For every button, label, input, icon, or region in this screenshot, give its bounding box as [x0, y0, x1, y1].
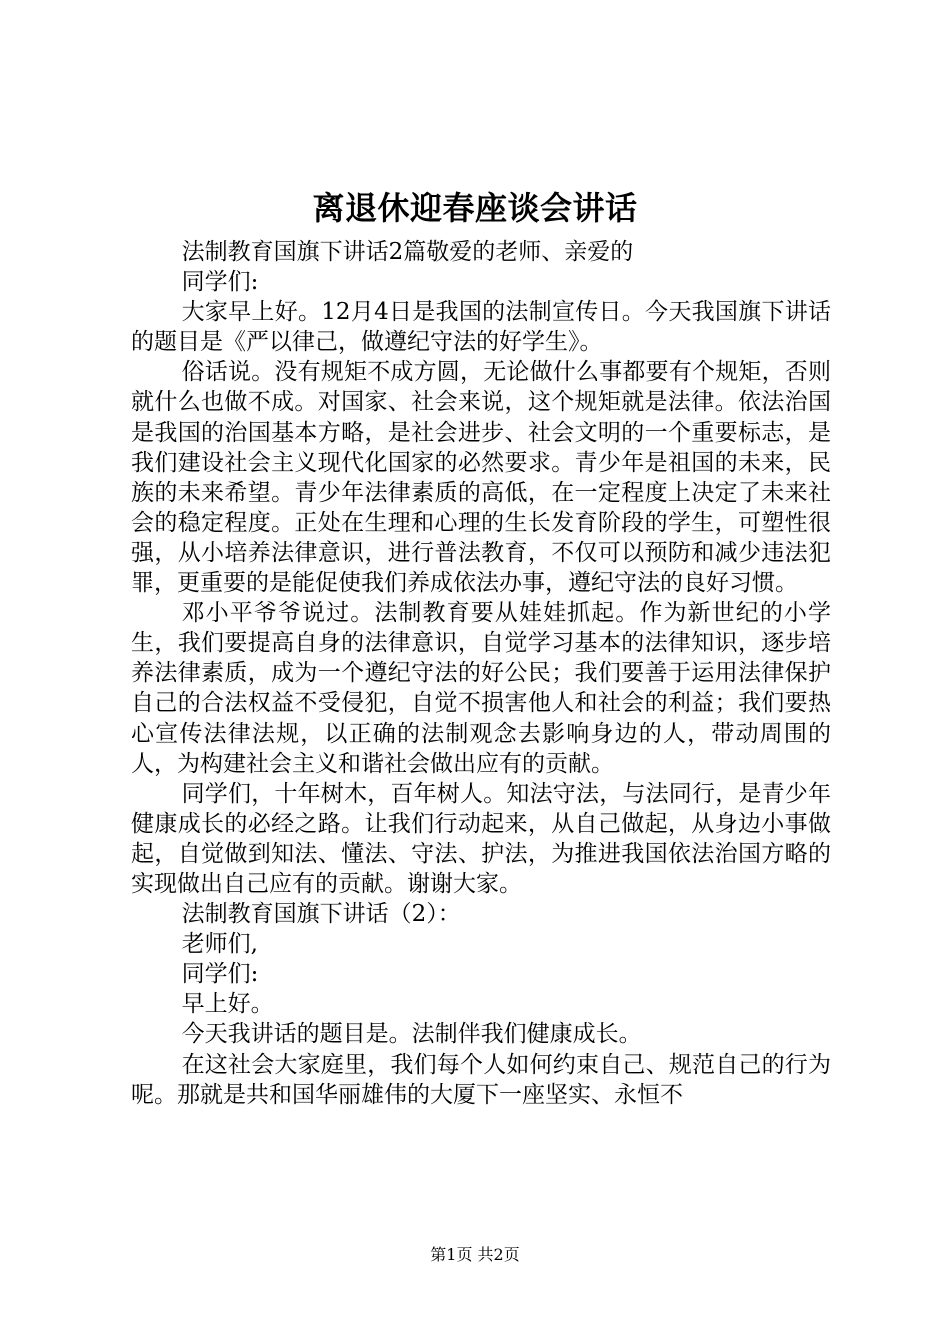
document-title: 离退休迎春座谈会讲话 [312, 189, 638, 227]
paragraph-7: 法制教育国旗下讲话（2）： [181, 901, 461, 928]
document-body [131, 237, 831, 1110]
paragraph-2: 同学们: [181, 269, 259, 296]
page-footer: 第1页 共2页 [430, 1245, 520, 1264]
paragraph-5: 邓小平爷爷说过。法制教育要从娃娃抓起。作为新世纪的小学生，我们要提高自身的法律意识，自觉学习基本的法律知识，逐步培养法律素质，成为一个遵纪守法的好公民；我们要善于运用法律保护自己的合法权益不受侵犯，自觉不损害他人和社会的利益；我们要热心宣传法律法规，以正确的法制观念去影响身边的人，带动周围的人，为构建社会主义和谐社会做出应有的贡献。 [131, 600, 831, 777]
paragraph-12: 在这社会大家庭里，我们每个人如何约束自己、规范自己的行为呢。那就是共和国华丽雄伟的大厦下一座坚实、永恒不 [131, 1051, 831, 1108]
paragraph-6: 同学们，十年树木，百年树人。知法守法，与法同行，是青少年健康成长的必经之路。让我们行动起来，从自己做起，从身边小事做起，自觉做到知法、懂法、守法、护法，为推进我国依法治国方略的实现做出自己应有的贡献。谢谢大家。 [131, 780, 831, 897]
paragraph-11: 今天我讲话的题目是。法制伴我们健康成长。 [181, 1021, 642, 1048]
paragraph-1: 法制教育国旗下讲话2篇敬爱的老师、亲爱的 [181, 239, 634, 265]
paragraph-9: 同学们: [181, 961, 259, 988]
paragraph-3: 大家早上好。12月4日是我国的法制宣传日。今天我国旗下讲话的题目是《严以律己，做遵纪守法的好学生》。 [131, 299, 831, 356]
paragraph-4: 俗话说。没有规矩不成方圆，无论做什么事都要有个规矩，否则就什么也做不成。对国家、社会来说，这个规矩就是法律。依法治国是我国的治国基本方略，是社会进步、社会文明的一个重要标志，是我们建设社会主义现代化国家的必然要求。青少年是祖国的未来，民族的未来希望。青少年法律素质的高低，在一定程度上决定了未来社会的稳定程度。正处在生理和心理的生长发育阶段的学生，可塑性很强，从小培养法律意识，进行普法教育，不仅可以预防和减少违法犯罪，更重要的是能促使我们养成依法办事，遵纪守法的良好习惯。 [131, 359, 831, 597]
paragraph-10: 早上好。 [181, 991, 274, 1018]
paragraph-8: 老师们, [181, 931, 258, 958]
